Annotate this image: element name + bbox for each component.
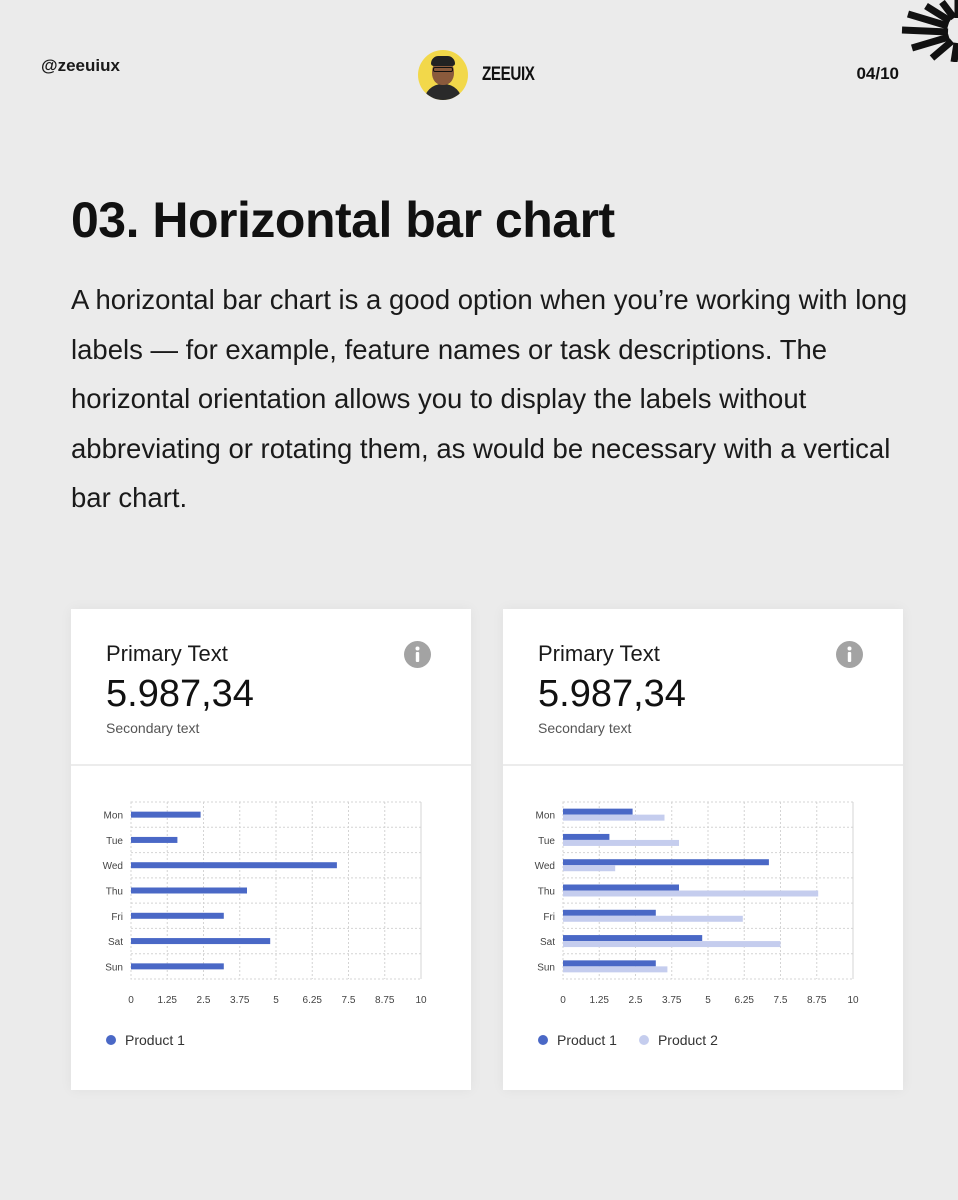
legend-dot-product-2 bbox=[639, 1035, 649, 1045]
y-tick-label: Fri bbox=[111, 911, 123, 923]
y-tick-label: Sat bbox=[539, 937, 555, 949]
bar-product-1 bbox=[131, 862, 337, 868]
chart-card-single bbox=[71, 609, 471, 1090]
legend-dot-product-1 bbox=[538, 1035, 548, 1045]
legend-dot-product-1 bbox=[106, 1035, 116, 1045]
card-divider bbox=[71, 764, 471, 766]
bar-product-1 bbox=[563, 910, 656, 916]
x-tick-label: 8.75 bbox=[375, 995, 395, 1006]
y-tick-label: Thu bbox=[537, 886, 555, 898]
primary-text: Primary Text bbox=[106, 641, 228, 666]
x-tick-label: 5 bbox=[705, 995, 711, 1006]
bar-product-1 bbox=[563, 859, 769, 865]
secondary-text: Secondary text bbox=[538, 720, 632, 736]
burst-logo-icon bbox=[898, 0, 958, 62]
x-tick-label: 6.25 bbox=[302, 995, 322, 1006]
page-title: 03. Horizontal bar chart bbox=[71, 192, 615, 248]
legend-item-product-1 bbox=[538, 1032, 617, 1048]
y-tick-label: Sun bbox=[105, 962, 123, 974]
bar-product-1 bbox=[131, 837, 177, 843]
grouped-horizontal-bar-chart bbox=[503, 789, 903, 1029]
x-tick-label: 6.25 bbox=[734, 995, 754, 1006]
x-tick-label: 7.5 bbox=[773, 995, 788, 1006]
bar-product-2 bbox=[563, 865, 615, 871]
x-tick-label: 3.75 bbox=[662, 995, 682, 1006]
bar-product-2 bbox=[563, 840, 679, 846]
x-tick-label: 0 bbox=[128, 995, 134, 1006]
bar-product-1 bbox=[131, 913, 224, 919]
x-tick-label: 5 bbox=[273, 995, 279, 1006]
primary-value: 5.987,34 bbox=[106, 673, 254, 715]
x-tick-label: 3.75 bbox=[230, 995, 250, 1006]
bar-product-1 bbox=[563, 935, 702, 941]
legend-label-product-2: Product 2 bbox=[657, 1032, 718, 1048]
y-tick-label: Mon bbox=[535, 810, 555, 822]
y-tick-label: Sat bbox=[107, 937, 123, 949]
brand-name: ZEEUIX bbox=[482, 64, 535, 85]
x-tick-label: 2.5 bbox=[628, 995, 643, 1006]
legend-label-product-1: Product 1 bbox=[125, 1032, 185, 1048]
y-tick-label: Tue bbox=[538, 835, 555, 847]
page-number: 04/10 bbox=[856, 64, 899, 83]
bar-product-2 bbox=[563, 941, 781, 947]
bar-product-2 bbox=[563, 891, 818, 897]
y-tick-label: Tue bbox=[106, 835, 123, 847]
bar-product-1 bbox=[131, 938, 270, 944]
bar-product-1 bbox=[131, 888, 247, 894]
x-tick-label: 0 bbox=[560, 995, 566, 1006]
bar-product-2 bbox=[563, 916, 743, 922]
legend-item-product-1 bbox=[106, 1032, 185, 1048]
card-divider bbox=[503, 764, 903, 766]
bar-product-1 bbox=[131, 963, 224, 969]
bar-product-1 bbox=[131, 812, 201, 818]
horizontal-bar-chart bbox=[71, 789, 471, 1029]
avatar bbox=[418, 50, 468, 100]
primary-text: Primary Text bbox=[538, 641, 660, 666]
bar-product-2 bbox=[563, 966, 667, 972]
chart-card-grouped bbox=[503, 609, 903, 1090]
bar-product-1 bbox=[563, 834, 609, 840]
y-tick-label: Mon bbox=[103, 810, 123, 822]
legend-item-product-2 bbox=[639, 1032, 718, 1048]
description: A horizontal bar chart is a good option when you’re working with long labels — for example, feature names or task descriptions. The horizontal orientation allows you to display the labels without abbreviating or rotating them, as would be necessary with a vertical bar chart. bbox=[71, 284, 908, 513]
y-tick-label: Fri bbox=[543, 911, 555, 923]
info-icon[interactable] bbox=[404, 641, 431, 668]
bar-product-1 bbox=[563, 885, 679, 891]
y-tick-label: Wed bbox=[534, 861, 555, 873]
secondary-text: Secondary text bbox=[106, 720, 200, 736]
chart-legend bbox=[106, 1032, 185, 1048]
brand bbox=[418, 50, 548, 100]
x-tick-label: 2.5 bbox=[196, 995, 211, 1006]
x-tick-label: 10 bbox=[847, 995, 859, 1006]
bar-product-2 bbox=[563, 815, 665, 821]
primary-value: 5.987,34 bbox=[538, 673, 686, 715]
y-tick-label: Sun bbox=[537, 962, 555, 974]
y-tick-label: Thu bbox=[105, 886, 123, 898]
handle-text: @zeeuiux bbox=[41, 56, 120, 75]
x-tick-label: 10 bbox=[415, 995, 427, 1006]
bar-product-1 bbox=[563, 809, 633, 815]
x-tick-label: 8.75 bbox=[807, 995, 827, 1006]
x-tick-label: 1.25 bbox=[589, 995, 609, 1006]
bar-product-1 bbox=[563, 960, 656, 966]
x-tick-label: 1.25 bbox=[157, 995, 177, 1006]
info-icon[interactable] bbox=[836, 641, 863, 668]
legend-label-product-1: Product 1 bbox=[557, 1032, 617, 1048]
chart-legend bbox=[538, 1032, 718, 1048]
y-tick-label: Wed bbox=[102, 861, 123, 873]
x-tick-label: 7.5 bbox=[341, 995, 356, 1006]
